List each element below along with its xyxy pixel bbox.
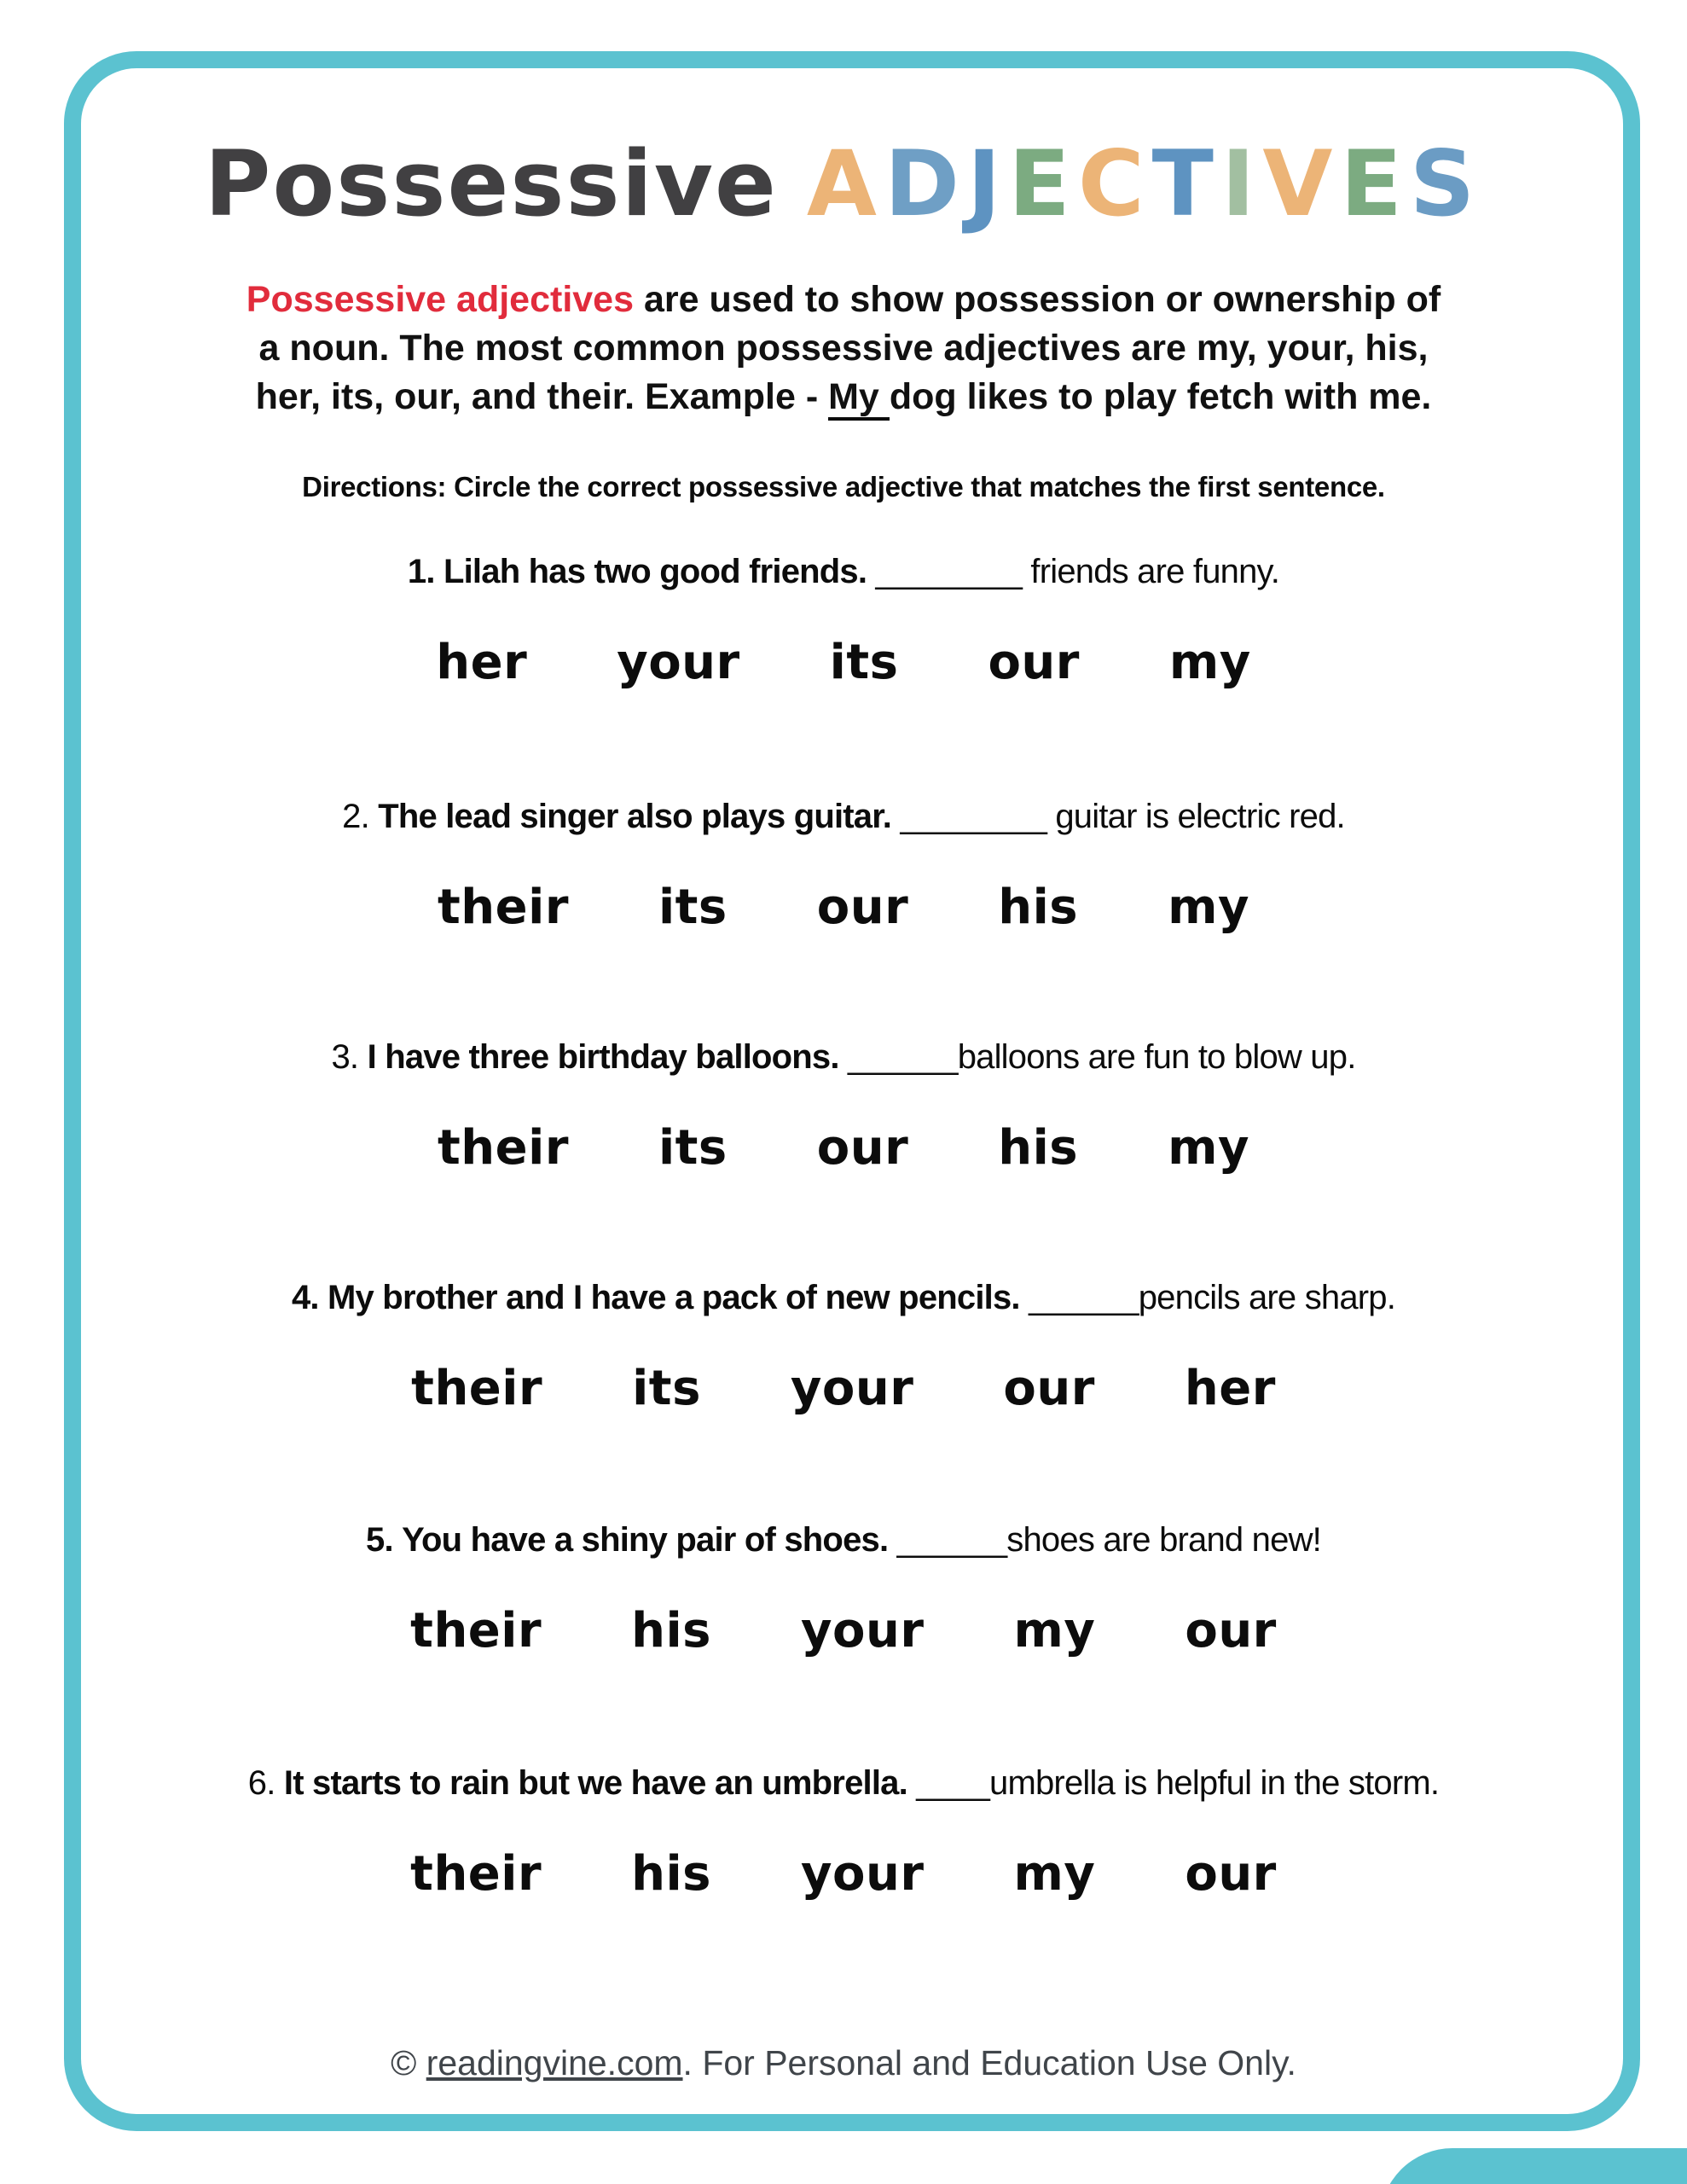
question-number: 2.	[342, 797, 369, 835]
choice-word[interactable]: their	[410, 1845, 542, 1902]
choice-word[interactable]: its	[658, 879, 728, 935]
question-blank-and-tail: ______shoes are brand new!	[896, 1520, 1321, 1559]
intro-line-3: her, its, our, and their. Example - My dog likes to play fetch with me.	[0, 373, 1687, 421]
question-stem: Lilah has two good friends.	[443, 552, 867, 590]
choice-word[interactable]: his	[998, 879, 1079, 935]
question-stem: The lead singer also plays guitar.	[378, 797, 892, 835]
title-letter: C	[1077, 131, 1152, 236]
choice-word[interactable]: our	[816, 1119, 909, 1176]
choice-word[interactable]: our	[988, 634, 1080, 690]
copyright-symbol: ©	[391, 2042, 426, 2082]
question-stem: My brother and I have a pack of new pencils.	[328, 1278, 1020, 1316]
choice-word[interactable]: their	[411, 1360, 543, 1416]
intro-line-2: a noun. The most common possessive adjectives are my, your, his,	[258, 327, 1429, 369]
question-number: 3.	[331, 1037, 359, 1076]
choice-word[interactable]: his	[631, 1602, 712, 1658]
choice-word[interactable]: its	[658, 1119, 728, 1176]
question-blank-and-tail: ______balloons are fun to blow up.	[848, 1037, 1356, 1076]
question-1-choices	[0, 635, 1687, 691]
choice-word[interactable]: its	[632, 1360, 701, 1416]
footer-usage-text: . For Personal and Education Use Only.	[682, 2042, 1296, 2082]
question-2-text	[0, 798, 1687, 835]
question-5-choices	[0, 1603, 1687, 1659]
intro-line-1: Possessive adjectives are used to show possession or ownership of	[246, 278, 1441, 320]
title-adjectives	[807, 131, 1482, 236]
question-stem: I have three birthday balloons.	[367, 1037, 839, 1076]
choice-word[interactable]: your	[801, 1845, 925, 1902]
choice-word[interactable]: his	[998, 1119, 1079, 1176]
question-3-choices	[0, 1120, 1687, 1176]
choice-word[interactable]: their	[438, 1119, 569, 1176]
question-2-choices	[0, 880, 1687, 936]
question-3-text	[0, 1038, 1687, 1076]
choice-word[interactable]: his	[631, 1845, 712, 1902]
choice-word[interactable]: our	[1003, 1360, 1095, 1416]
title-possessive: Possessive	[204, 131, 778, 236]
question-stem: It starts to rain but we have an umbrella.	[283, 1763, 907, 1802]
intro-text	[0, 276, 1687, 421]
question-4-choices	[0, 1361, 1687, 1417]
title-letter: I	[1220, 131, 1263, 236]
question-blank-and-tail: ________ guitar is electric red.	[900, 797, 1345, 835]
question-blank-and-tail: ______pencils are sharp.	[1029, 1278, 1396, 1316]
question-number: 5.	[366, 1520, 393, 1559]
title-letter: D	[884, 131, 967, 236]
choice-word[interactable]: my	[1168, 1119, 1249, 1176]
choice-word[interactable]: my	[1168, 879, 1249, 935]
choice-word[interactable]: my	[1013, 1845, 1096, 1902]
question-1-text	[0, 553, 1687, 590]
footer	[0, 2043, 1687, 2083]
choice-word[interactable]: our	[1185, 1845, 1277, 1902]
title-letter: V	[1262, 131, 1341, 236]
question-5-text	[0, 1521, 1687, 1559]
page-title	[0, 132, 1687, 236]
choice-word[interactable]: our	[1185, 1602, 1277, 1658]
choice-word[interactable]: your	[617, 634, 740, 690]
question-6-text	[0, 1764, 1687, 1802]
next-page-border-fragment	[1380, 2148, 1687, 2184]
choice-word[interactable]: her	[436, 634, 528, 690]
readingvine-link[interactable]: readingvine.com	[426, 2042, 683, 2082]
choice-word[interactable]: your	[801, 1602, 925, 1658]
choice-word[interactable]: their	[410, 1602, 542, 1658]
question-6-choices	[0, 1846, 1687, 1902]
choice-word[interactable]: their	[438, 879, 569, 935]
choice-word[interactable]: your	[790, 1360, 914, 1416]
choice-word[interactable]: my	[1168, 634, 1251, 690]
intro-highlight: Possessive adjectives	[246, 278, 635, 320]
question-number: 4.	[291, 1278, 319, 1316]
question-blank-and-tail: ____umbrella is helpful in the storm.	[916, 1763, 1440, 1802]
title-letter: J	[966, 131, 1009, 236]
question-number: 6.	[247, 1763, 275, 1802]
title-letter: A	[806, 131, 884, 236]
title-letter: S	[1409, 131, 1483, 236]
directions-text: Directions: Circle the correct possessive adjective that matches the first sentence.	[302, 470, 1385, 502]
question-4-text	[0, 1279, 1687, 1316]
title-letter: E	[1340, 131, 1410, 236]
underlined-example-word: My	[828, 376, 890, 421]
question-stem: You have a shiny pair of shoes.	[402, 1520, 889, 1559]
title-letter: E	[1008, 131, 1078, 236]
choice-word[interactable]: our	[816, 879, 909, 935]
choice-word[interactable]: its	[829, 634, 899, 690]
question-blank-and-tail: ________ friends are funny.	[875, 552, 1280, 590]
choice-word[interactable]: her	[1184, 1360, 1276, 1416]
title-letter: T	[1151, 131, 1221, 236]
choice-word[interactable]: my	[1013, 1602, 1096, 1658]
question-number: 1.	[407, 552, 435, 590]
